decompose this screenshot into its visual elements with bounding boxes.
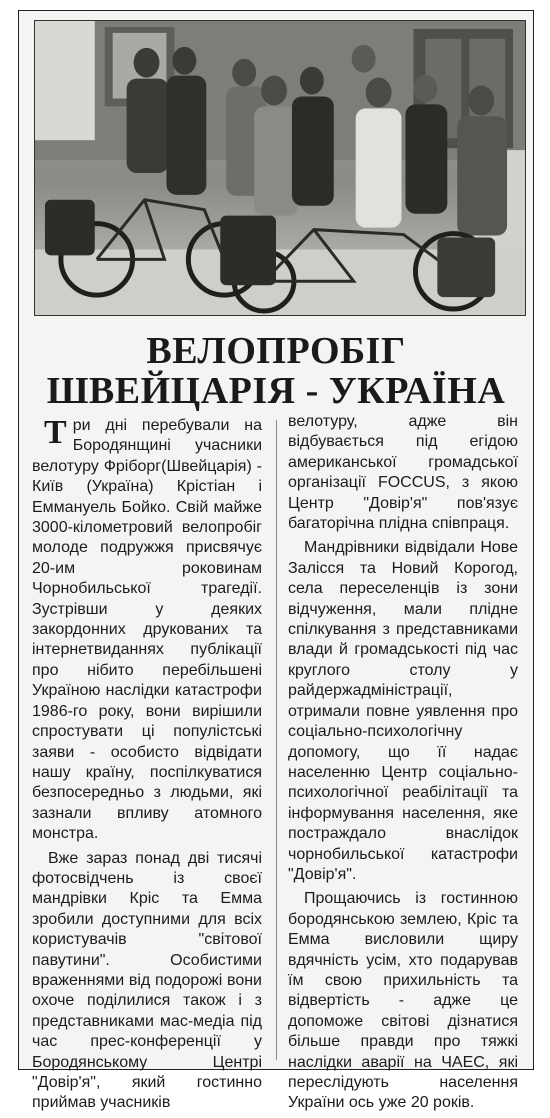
group-photo <box>34 20 526 316</box>
article-paragraph: Прощаючись із гостинною бородянською землею, Кріс та Емма висловили щиру вдячність усім, хто подарував їм свою прихильність та відвертість - адже це допоможе світові дізнатися більше правди про тяжкі наслідки аварії на ЧАЕС, які переслідують населення України ось уже 20 років. <box>288 890 518 1112</box>
article-paragraph: Вже зараз понад дві тисячі фотосвідчень із своєї мандрівки Кріс та Емма зробили доступними для всіх користувачів "світової павутини". Особистими враженнями від подорожі вони охоче поділилися також і з представниками мас-медіа під час прес-конференції у Бородянському Центрі "Довір'я", який гостинно приймав учасників <box>32 849 262 1112</box>
headline-line-2: ШВЕЙЦАРІЯ - УКРАЇНА <box>46 370 506 412</box>
drop-cap: Т <box>44 414 67 451</box>
article-paragraph <box>32 416 262 845</box>
article-paragraph: Мандрівники відвідали Нове Залісся та Новий Корогод, села переселенців із зони відчуження, мали плідне спілкування з представниками влади й громадськості під час круглого столу у райдержадміністрації, отримали повне уявлення про соціально-психологічну допомогу, що її надає населенню Центр соціально-психологічної реабілітації та інформування населення, яке постраждало внаслідок чорнобильської катастрофи "Довір'я". <box>288 539 518 883</box>
headline-line-1: ВЕЛОПРОБІГ <box>146 330 406 372</box>
article-column-right <box>288 412 518 1118</box>
column-divider <box>276 420 277 1060</box>
article-paragraph-text: ри дні перебували на Бородянщині учасники велотуру Фріборг(Швейцарія) - Київ (Україна) Крістіан і Еммануель Бойко. Свій майже 3000-кілометровий велопробіг молоде подружжя присвячує 20-им роковинам Чорнобильської трагедії. Зустрівши у деяких закордонних друкованих та інтернетвиданнях публікації про нібито перебільшені Україною наслідки катастрофи 1986-го року, вони вирішили спростувати ці популістські заяви - особисто відвідати нашу країну, поспілкуватися безпосередньо з людьми, які зазнали впливу атомного монстра. <box>32 417 262 843</box>
article-column-left <box>32 416 262 1118</box>
article-paragraph: велотуру, адже він відбувається під егідою американської громадської організації FOCCUS, з якою Центр "Довір'я" пов'язує багаторічна плідна співпраця. <box>288 413 518 533</box>
cyclists-group-photo-image <box>35 21 525 315</box>
